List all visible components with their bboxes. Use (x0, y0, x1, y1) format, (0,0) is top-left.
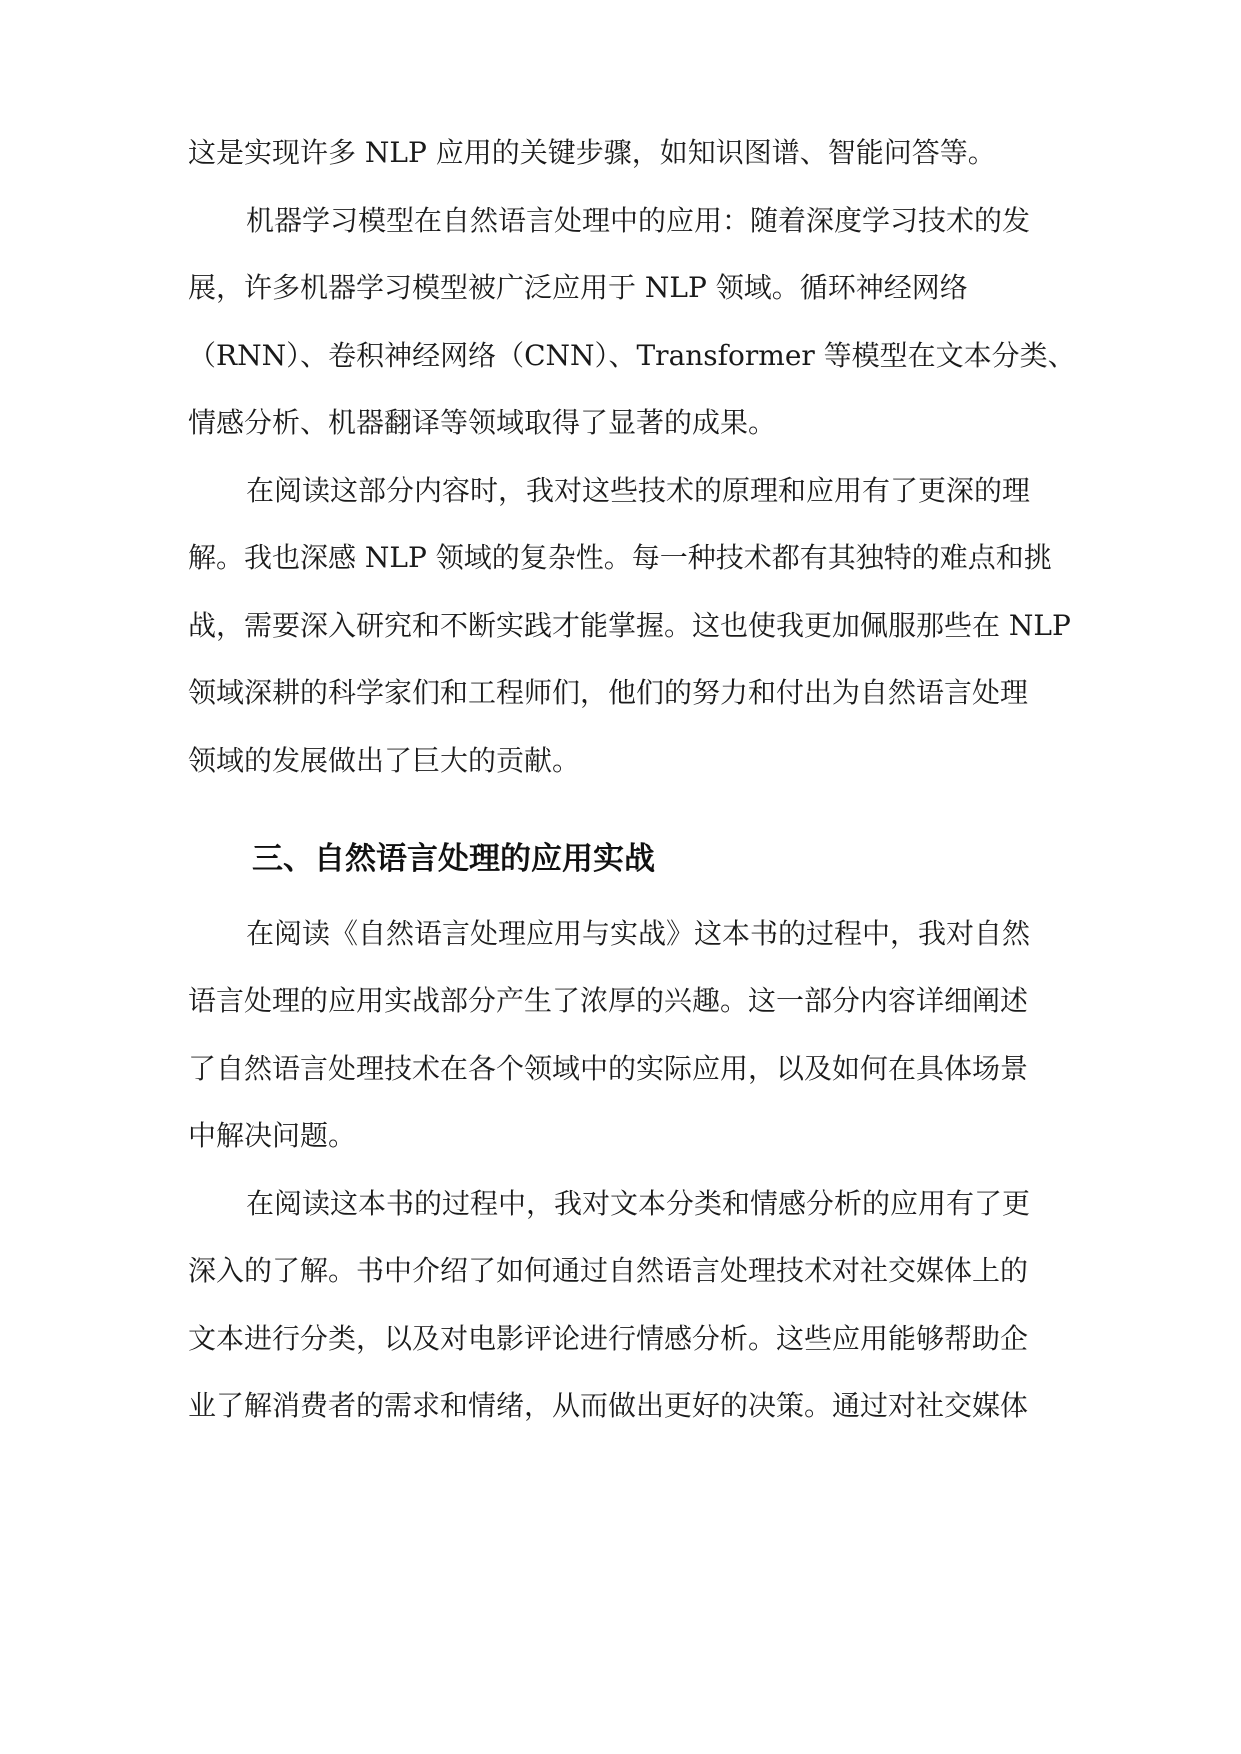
paragraph-4-line-4: 中解决问题。 (188, 1119, 357, 1152)
paragraph-2-line-4: 情感分析、机器翻译等领域取得了显著的成果。 (188, 406, 777, 439)
paragraph-4-line-1: 在阅读《自然语言处理应用与实战》这本书的过程中，我对自然 (246, 917, 1031, 950)
paragraph-2-line-1: 机器学习模型在自然语言处理中的应用：随着深度学习技术的发 (246, 204, 1031, 237)
paragraph-3-line-5: 领域的发展做出了巨大的贡献。 (188, 744, 581, 777)
paragraph-3-line-2: 解。我也深感 NLP 领域的复杂性。每一种技术都有其独特的难点和挑 (188, 541, 1052, 574)
paragraph-5-line-2: 深入的了解。书中介绍了如何通过自然语言处理技术对社交媒体上的 (188, 1254, 1029, 1287)
paragraph-5-line-4: 业了解消费者的需求和情绪，从而做出更好的决策。通过对社交媒体 (188, 1389, 1029, 1422)
paragraph-4-line-3: 了自然语言处理技术在各个领域中的实际应用，以及如何在具体场景 (188, 1052, 1029, 1085)
paragraph-5-line-1: 在阅读这本书的过程中，我对文本分类和情感分析的应用有了更 (246, 1187, 1031, 1220)
paragraph-2-line-2: 展，许多机器学习模型被广泛应用于 NLP 领域。循环神经网络 (188, 271, 968, 304)
paragraph-1-line-1: 这是实现许多 NLP 应用的关键步骤，如知识图谱、智能问答等。 (188, 136, 996, 169)
paragraph-5-line-3: 文本进行分类，以及对电影评论进行情感分析。这些应用能够帮助企 (188, 1322, 1029, 1355)
paragraph-3-line-4: 领域深耕的科学家们和工程师们，他们的努力和付出为自然语言处理 (188, 676, 1029, 709)
paragraph-4-line-2: 语言处理的应用实战部分产生了浓厚的兴趣。这一部分内容详细阐述 (188, 984, 1029, 1017)
section-heading: 三、自然语言处理的应用实战 (252, 841, 655, 877)
paragraph-2-line-3: （RNN）、卷积神经网络（CNN）、Transformer 等模型在文本分类、 (188, 339, 1076, 372)
paragraph-3-line-3: 战，需要深入研究和不断实践才能掌握。这也使我更加佩服那些在 NLP (188, 609, 1071, 642)
paragraph-3-line-1: 在阅读这部分内容时，我对这些技术的原理和应用有了更深的理 (246, 474, 1031, 507)
